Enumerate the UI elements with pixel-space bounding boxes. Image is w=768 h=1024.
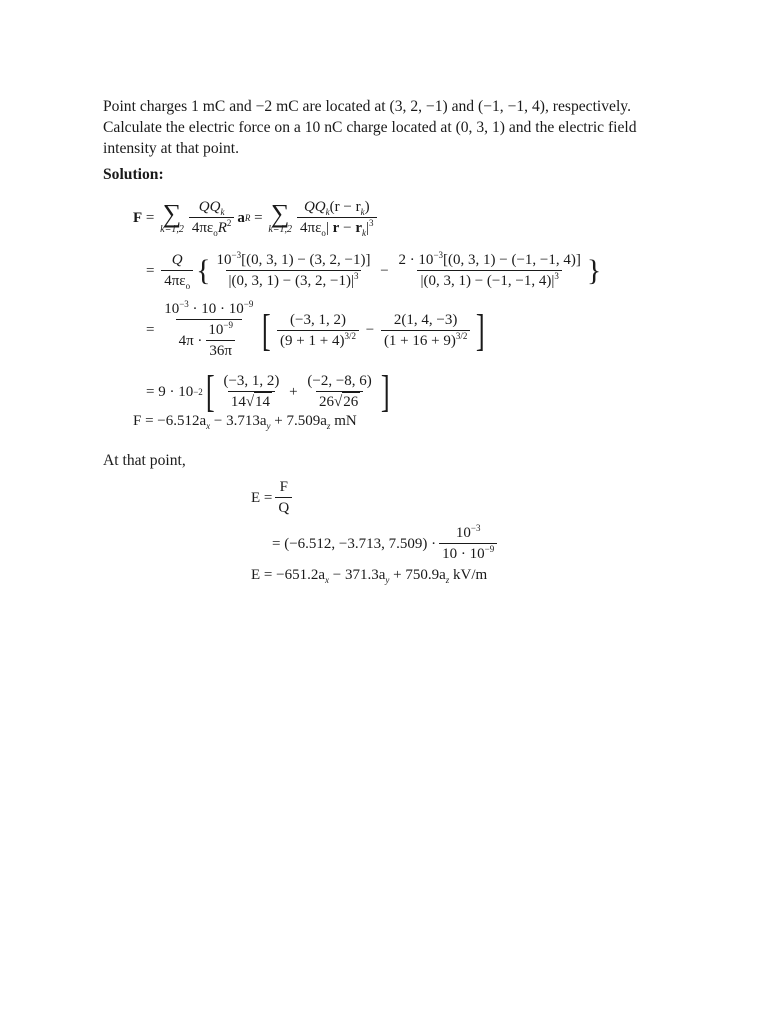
summation-2: ∑ k=1,2 bbox=[268, 199, 293, 235]
field-definition: E = $\frac{F}{Q}$ bbox=[251, 480, 295, 516]
fraction-simplified-b: $\frac{(-2, -8, 6)}{26√26}$ bbox=[307, 373, 372, 410]
at-that-point-label: At that point, bbox=[103, 452, 186, 469]
fraction-vector-b: $\frac{2(1, 4, -3)}{(1 + 16 + 9)^{3/2}}$ bbox=[381, 313, 470, 349]
problem-line-1: Point charges 1 mC and −2 mC are located at (3, 2, −1) and (−1, −1, 4), respectively. bbox=[103, 98, 631, 115]
fraction-term-1: $\frac{10^{-3}[(0, 3, 1) - (3, 2, -1)]}{|(0, 3, 1) - (3, 2, -1)|^3}$ bbox=[216, 250, 371, 289]
field-result: $E = -651.2a_x - 371.3a_y + 750.9a_z$ kV/m bbox=[251, 567, 488, 585]
fraction-term-2: $\frac{2 \cdot 10^{-3}[(0, 3, 1) - (-1, -1, 4)]}{|(0, 3, 1) - (-1, -1, 4)|^3}$ bbox=[398, 250, 581, 289]
fraction-simplified-a: $\frac{(-3, 1, 2)}{14√14}$ bbox=[223, 373, 280, 410]
fraction-f-over-q: $\frac{F}{Q}$ bbox=[275, 480, 292, 516]
problem-statement bbox=[103, 96, 663, 159]
force-result: $F = -6.512a_x - 3.713a_y + 7.509a_z$ mN bbox=[133, 413, 357, 431]
fraction-constants: $10^{-3} \cdot 10 \cdot 10^{-9}$ 4π · $\frac{10^{-9}}{36\pi}$ bbox=[164, 299, 254, 359]
equation-row-1: F = ∑ k=1,2 $\frac{QQ_k}{4\pi\varepsilon_oR^2}$ a R = ∑ k=1,2 $\frac{QQ_k(r - r_k)}{4\pi\varepsilon_o| r - r_k|^3}$ bbox=[133, 200, 380, 236]
fraction-coulomb-2: $\frac{QQ_k(r - r_k)}{4\pi\varepsilon_o| r - r_k|^3}$ bbox=[297, 200, 376, 236]
fraction-coulomb-1: $\frac{QQ_k}{4\pi\varepsilon_oR^2}$ bbox=[189, 200, 235, 236]
fraction-q-over-4pi: $\frac{Q}{4\pi\varepsilon_o}$ bbox=[161, 253, 193, 289]
fraction-charge-ratio: $\frac{10^{-3}}{10 \cdot 10^{-9}}$ bbox=[439, 526, 497, 562]
problem-line-3: intensity at that point. bbox=[103, 140, 239, 157]
summation-1: ∑ k=1,2 bbox=[160, 199, 184, 235]
equation-row-4: = 9 · 10 −2 [ $\frac{(-3, 1, 2)}{14√14}$ + $\frac{(-2, -8, 6)}{26√26}$ ] bbox=[146, 367, 390, 416]
equation-row-2: = $\frac{Q}{4\pi\varepsilon_o}$ { $\frac{10^{-3}[(0, 3, 1) - (3, 2, -1)]}{|(0, 3, 1) - (3, 2, -1)|^3}$ − $\frac{2 \cdot 10^{-3}[(0, 3, 1) - (-1, -1, 4)]}{|(0, 3, 1) - (-1, -1, 4)|^3}$ } bbox=[146, 250, 602, 291]
problem-line-2: Calculate the electric force on a 10 nC charge located at (0, 3, 1) and the electric field bbox=[103, 119, 637, 136]
fraction-vector-a: $\frac{(-3, 1, 2)}{(9 + 1 + 4)^{3/2}}$ bbox=[277, 313, 359, 349]
solution-heading: Solution: bbox=[103, 166, 164, 183]
field-substitution: = (−6.512, −3.713, 7.509) · $\frac{10^{-3}}{10 \cdot 10^{-9}}$ bbox=[272, 526, 500, 562]
equation-row-3: = $10^{-3} \cdot 10 \cdot 10^{-9}$ 4π · $\frac{10^{-9}}{36\pi}$ [ $\frac{(-3, 1, 2)}{(9 + 1 + 4)^{3/2}}$ − $\frac{2(1, 4, -3)}{(1 + 16 + 9)^{3/2}}$ ] bbox=[146, 299, 486, 359]
force-symbol: F bbox=[133, 209, 143, 226]
